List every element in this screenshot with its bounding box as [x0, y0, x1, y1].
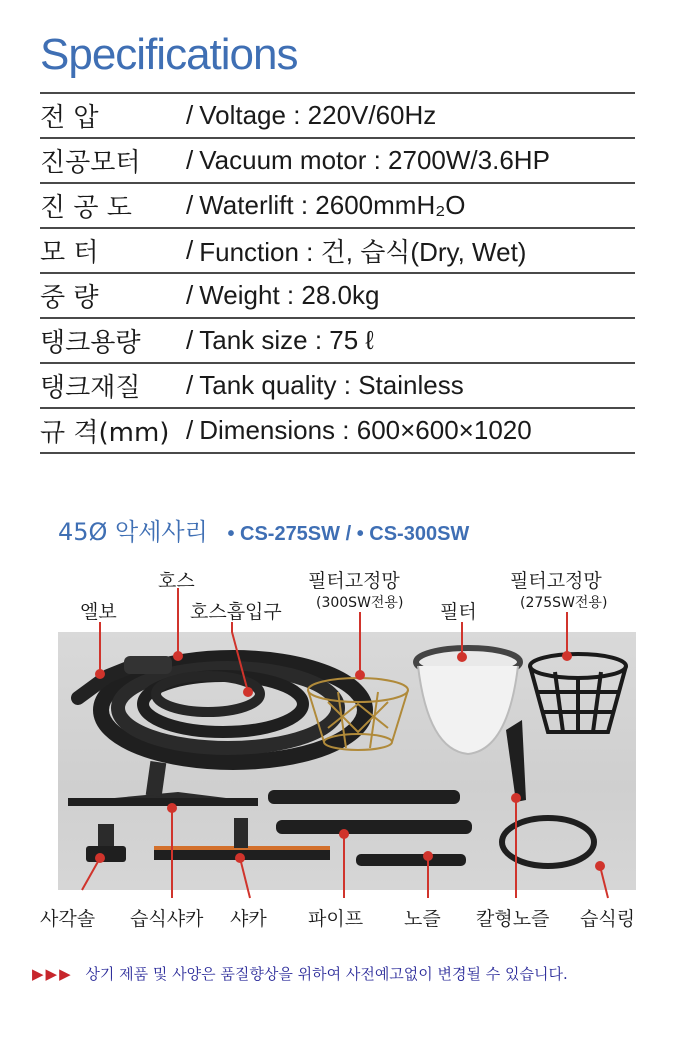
label-hose: 호스	[158, 570, 195, 592]
spec-separator: /	[186, 235, 194, 265]
label-square-brush: 사각솔	[40, 908, 96, 930]
spec-value: Tank size : 75 ℓ	[199, 325, 374, 355]
spec-separator: /	[186, 100, 194, 130]
spec-separator: /	[186, 145, 194, 175]
spec-label: 전 압	[40, 103, 99, 133]
label-filter: 필터	[440, 601, 477, 623]
spec-label: 진 공 도	[40, 193, 132, 223]
spec-separator: /	[186, 190, 194, 220]
spec-value: Tank quality : Stainless	[199, 370, 464, 400]
marker-dot	[95, 669, 105, 679]
marker-dot	[339, 829, 349, 839]
spec-value: Weight : 28.0kg	[199, 280, 380, 310]
marker-dot	[95, 853, 105, 863]
marker-dot	[423, 851, 433, 861]
spec-label: 진공모터	[40, 148, 141, 178]
accessories-models: • CS-275SW / • CS-300SW	[227, 523, 470, 545]
label-wet-squeegee: 습식샤카	[130, 908, 204, 930]
label-wet-ring: 습식링	[580, 908, 636, 930]
spec-label: 탱크재질	[40, 373, 141, 403]
page-title: Specifications	[40, 30, 298, 79]
spec-value: Dimensions : 600×600×1020	[199, 415, 532, 445]
marker-dot	[173, 651, 183, 661]
label-elbow: 엘보	[80, 601, 117, 623]
marker-dot	[355, 670, 365, 680]
spec-label: 중 량	[40, 283, 99, 313]
label-pipe: 파이프	[308, 908, 364, 930]
notice	[32, 963, 568, 984]
label-filter-cage-275: 필터고정망	[510, 570, 602, 592]
marker-dot	[595, 861, 605, 871]
marker-dot	[457, 652, 467, 662]
spec-value: Voltage : 220V/60Hz	[199, 100, 437, 130]
label-filter-cage-300: 필터고정망	[308, 570, 400, 592]
spec-label: 탱크용량	[40, 328, 141, 358]
spec-value: Waterlift : 2600mmH₂O	[199, 190, 466, 220]
notice-text: 상기 제품 및 사양은 품질향상을 위하여 사전예고없이 변경될 수 있습니다.	[85, 965, 568, 983]
label-nozzle: 노즐	[404, 908, 441, 930]
label-filter-cage-275-note: (275SW전용)	[520, 595, 608, 611]
spec-label: 모 터	[40, 238, 99, 268]
spec-separator: /	[186, 280, 194, 310]
label-hose-inlet: 호스흡입구	[190, 601, 282, 623]
spec-label: 규 격(mm)	[40, 418, 170, 448]
spec-separator: /	[186, 415, 194, 445]
marker-dot	[243, 687, 253, 697]
spec-separator: /	[186, 325, 194, 355]
marker-dot	[235, 853, 245, 863]
spec-value: Vacuum motor : 2700W/3.6HP	[199, 145, 550, 175]
label-filter-cage-300-note: (300SW전용)	[316, 595, 404, 611]
marker-dot	[562, 651, 572, 661]
label-squeegee: 샤카	[230, 908, 267, 930]
spec-separator: /	[186, 370, 194, 400]
marker-dot	[167, 803, 177, 813]
spec-value: Function : 건, 습식(Dry, Wet)	[199, 237, 527, 267]
notice-arrows: ▶▶▶	[32, 965, 73, 983]
label-crevice-nozzle: 칼형노즐	[476, 908, 550, 930]
accessories-heading-text: 45Ø 악세사리	[58, 518, 208, 546]
marker-dot	[511, 793, 521, 803]
